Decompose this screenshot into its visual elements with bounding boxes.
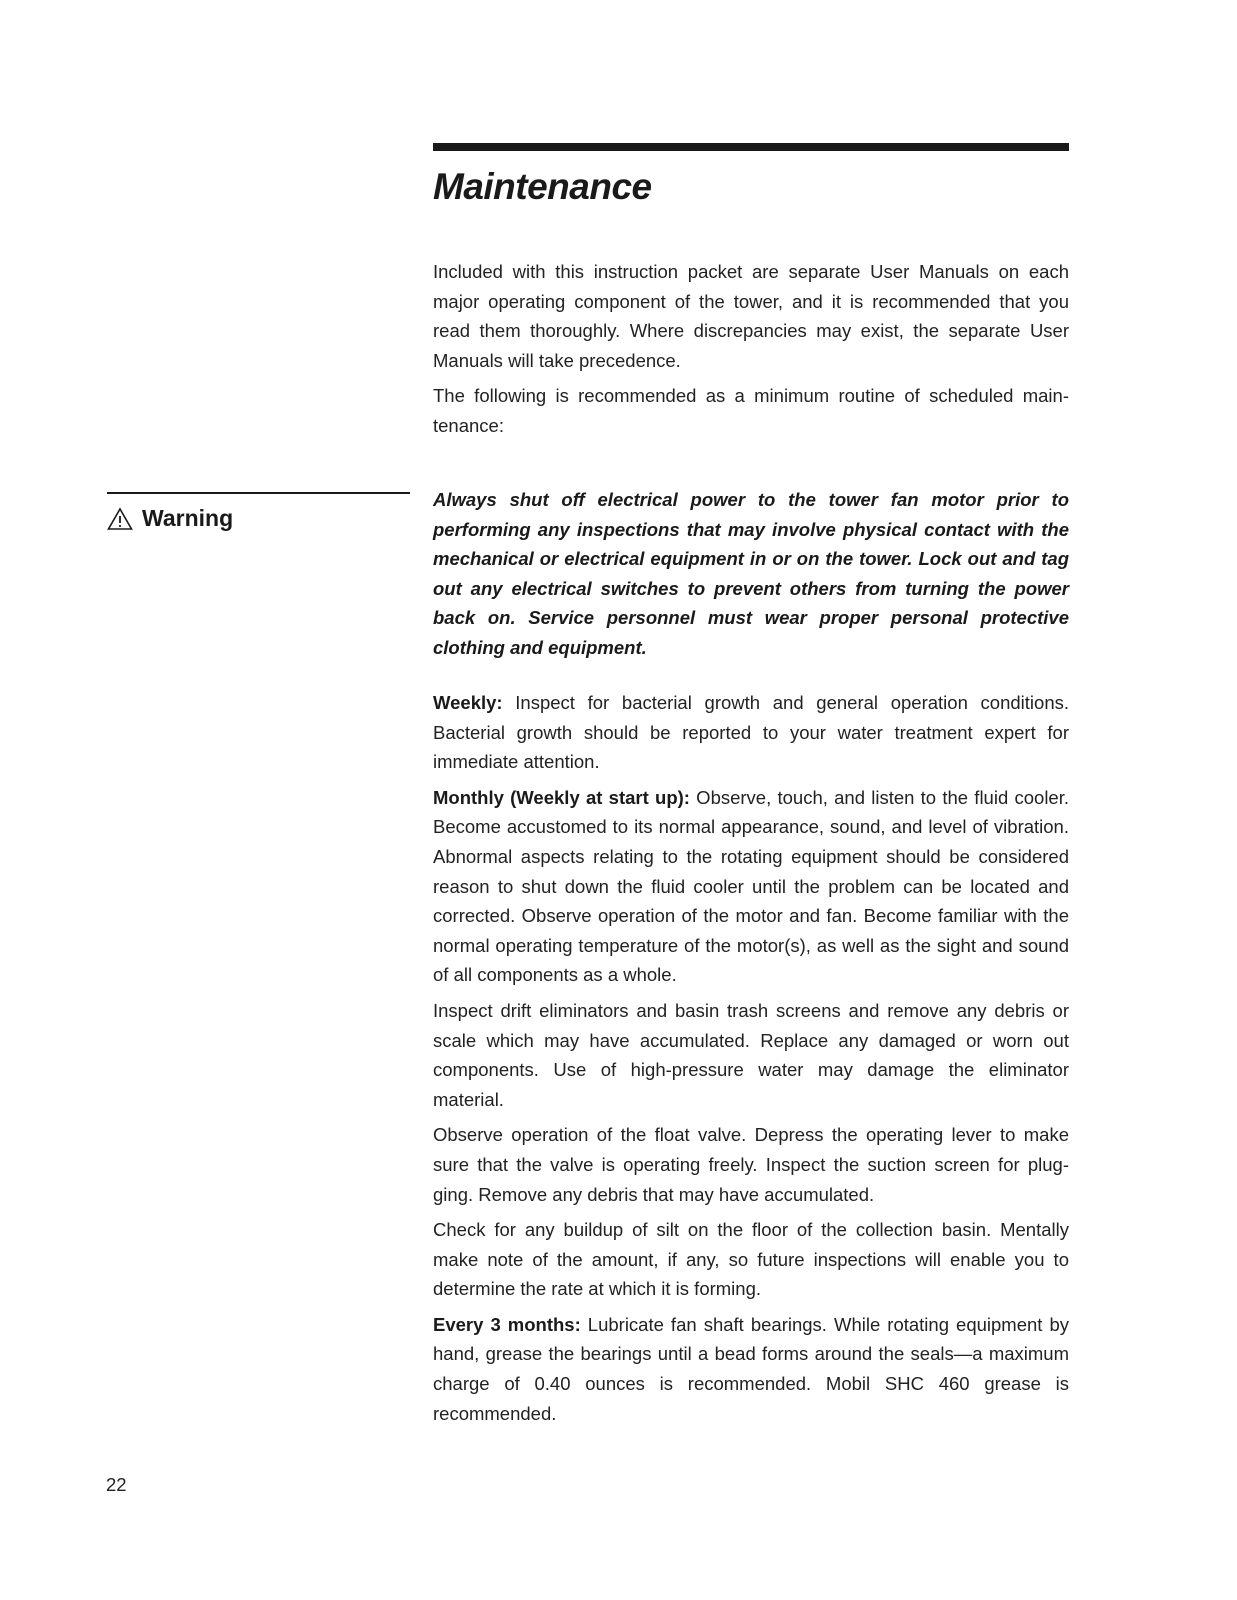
intro-paragraph: Included with this instruction packet are separate User Manuals on each major operating component of the tower, and it is recommended that you read them thoroughly. Where discrepancies may exist, the separate User Manuals will take precedence. bbox=[433, 261, 1069, 371]
page-title: Maintenance bbox=[433, 166, 652, 207]
quarterly-label: Every 3 months: bbox=[433, 1313, 581, 1335]
weekly-paragraph bbox=[433, 688, 1069, 777]
title-rule bbox=[433, 143, 1069, 151]
schedule-section bbox=[433, 688, 1069, 1434]
monthly-text: Observe, touch, and listen to the fluid cooler. Become accustomed to its normal appearance, sound, and level of vibration. Abnormal aspects relating to the rotating equipment should be considered reason to shut down the fluid cooler until the problem can be located and corrected. Observe operation of the motor and fan. Become familiar with the normal operating temperature of the motor(s), as well as the sight and sound of all components as a whole. bbox=[433, 786, 1069, 986]
monthly-label: Monthly (Weekly at start up): bbox=[433, 786, 690, 808]
quarterly-paragraph bbox=[433, 1310, 1069, 1428]
intro-section bbox=[433, 257, 1069, 447]
warning-label: Warning bbox=[142, 505, 234, 531]
warning-text: Always shut off electrical power to the tower fan motor prior to performing any inspections that may involve physical contact with the mechanical or electrical equipment in or on the tower. Lock out and tag out any electrical switches to prevent others from turning the power back on. Service personnel must wear proper personal protective clothing and equipment. bbox=[433, 489, 1069, 658]
sidebar-rule bbox=[107, 492, 410, 494]
weekly-text: Inspect for bacterial growth and general operation conditions. Bacterial growth should be reported to your water treatment expert for immediate attention. bbox=[433, 692, 1069, 773]
weekly-label: Weekly: bbox=[433, 692, 503, 713]
warning-triangle-icon bbox=[107, 507, 133, 531]
monthly-paragraph bbox=[433, 783, 1069, 990]
page-number: 22 bbox=[106, 1474, 127, 1495]
silt-paragraph: Check for any buildup of silt on the floor of the collection basin. Mentally make note of the amount, if any, so future inspections will enable you to determine the rate at which it is forming. bbox=[433, 1219, 1069, 1300]
quarterly-text: Lubricate fan shaft bearings. While rotating equipment by hand, grease the bearings until a bead forms around the seals—a maximum charge of 0.40 ounces is recommended. Mobil SHC 460 grease is recommended. bbox=[433, 1313, 1070, 1424]
intro-paragraph: The following is recommended as a minimum routine of scheduled main-tenance: bbox=[433, 385, 1069, 436]
float-paragraph: Observe operation of the float valve. Depress the operating lever to make sure that the valve is operating freely. Inspect the suction screen for plug-ging. Remove any debris that may have accumulated. bbox=[433, 1124, 1069, 1205]
warning-heading bbox=[107, 505, 233, 532]
drift-paragraph: Inspect drift eliminators and basin trash screens and remove any debris or scale which may have accumulated. Replace any damaged or worn out components. Use of high-pressure water may damage the eliminator material. bbox=[433, 999, 1069, 1110]
